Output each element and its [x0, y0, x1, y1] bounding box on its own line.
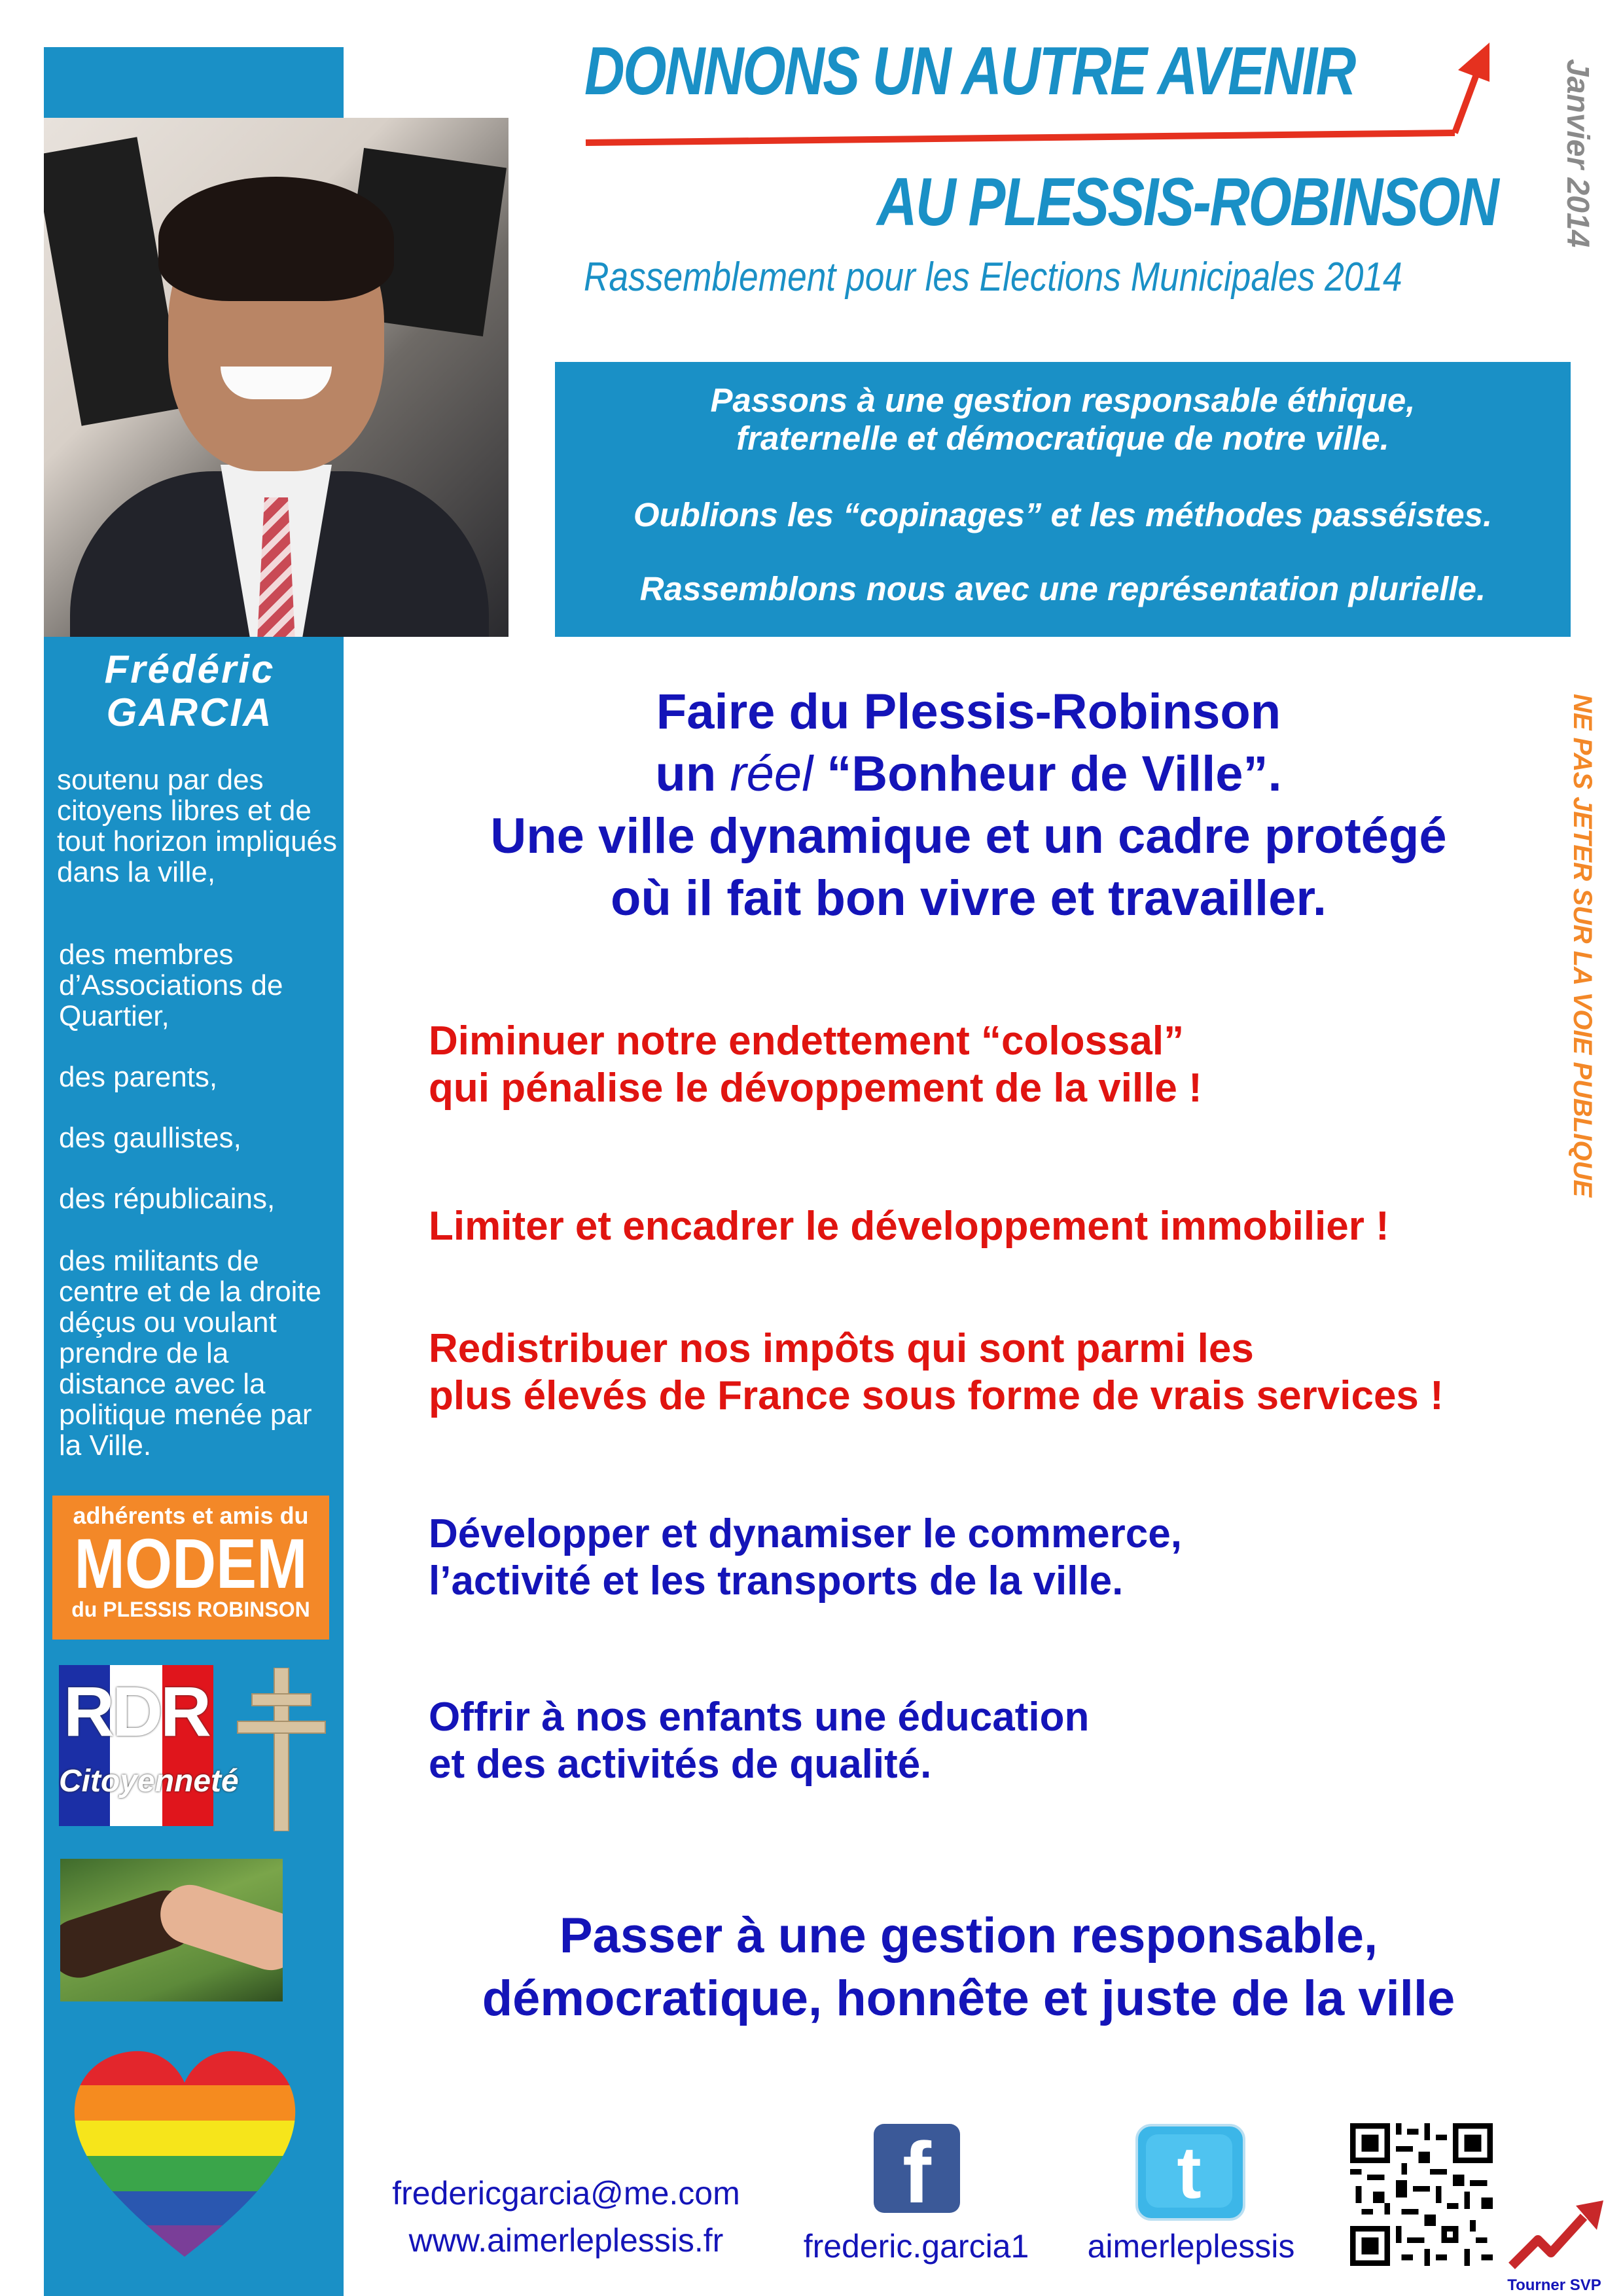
- rdr-logo: [59, 1665, 239, 1826]
- rdr-logo-letters: RDR: [63, 1672, 209, 1751]
- point-commerce-line2: l’activité et les transports de la ville.: [429, 1558, 1124, 1604]
- intro-line4: Rassemblons nous avec une représentation plurielle.: [639, 570, 1486, 607]
- point-debt: [429, 1018, 1554, 1112]
- turn-over-label: Tourner SVP: [1507, 2276, 1601, 2294]
- supporters-republicans: des républicains,: [59, 1183, 276, 1215]
- point-education: [429, 1694, 1554, 1788]
- subtitle: Rassemblement pour les Elections Municipales 2014: [584, 255, 1402, 300]
- closing-line2: démocratique, honnête et juste de la ville: [482, 1971, 1455, 2026]
- point-commerce: [429, 1511, 1554, 1605]
- email-link[interactable]: fredericgarcia@me.com: [392, 2175, 740, 2212]
- title-line2: AU PLESSIS-ROBINSON: [877, 164, 1498, 240]
- tourner-arrow-icon[interactable]: [1499, 2194, 1610, 2279]
- modem-badge-title: MODEM: [74, 1524, 308, 1603]
- heading-line3: Une ville dynamique et un cadre protégé: [490, 808, 1447, 864]
- intro-line3: Oublions les “copinages” et les méthodes passéistes.: [633, 496, 1493, 533]
- supporters-gaullists: des gaullistes,: [59, 1122, 241, 1154]
- point-taxes: [429, 1325, 1554, 1420]
- side-notice: NE PAS JETER SUR LA VOIE PUBLIQUE: [1568, 694, 1597, 1198]
- website-link[interactable]: www.aimerleplessis.fr: [408, 2222, 724, 2259]
- lorraine-cross-icon: [232, 1668, 330, 1831]
- intro-line2: fraternelle et démocratique de notre ville.: [736, 420, 1389, 457]
- main-heading: [393, 681, 1544, 929]
- point-real-estate-line1: Limiter et encadrer le développement immobilier !: [429, 1204, 1389, 1249]
- supporters-militants: des militants de centre et de la droite déçus ou voulant prendre de la distance avec la politique menée par la Ville.: [59, 1245, 322, 1462]
- candidate-first-name: Frédéric: [104, 647, 276, 691]
- modem-badge: [52, 1496, 329, 1640]
- point-education-line2: et des activités de qualité.: [429, 1742, 932, 1787]
- qr-code-icon[interactable]: [1350, 2123, 1493, 2266]
- point-taxes-line1: Redistribuer nos impôts qui sont parmi les: [429, 1326, 1254, 1371]
- intro-box: [555, 362, 1571, 637]
- point-real-estate: [429, 1203, 1554, 1250]
- point-debt-line2: qui pénalise le dévoppement de la ville !: [429, 1066, 1202, 1111]
- candidate-name: [52, 648, 327, 734]
- date-label: Janvier 2014: [1560, 59, 1595, 248]
- twitter-handle[interactable]: aimerleplessis: [1087, 2228, 1295, 2265]
- twitter-icon[interactable]: t: [1135, 2124, 1245, 2221]
- closing-line1: Passer à une gestion responsable,: [559, 1908, 1378, 1964]
- candidate-photo: [44, 118, 508, 637]
- supporters-parents: des parents,: [59, 1061, 218, 1093]
- supporters-associations: des membres d’Associations de Quartier,: [59, 939, 283, 1032]
- heading-line4: où il fait bon vivre et travailler.: [611, 870, 1327, 926]
- rainbow-heart-icon: [72, 2049, 298, 2258]
- facebook-icon[interactable]: f: [874, 2124, 960, 2213]
- facebook-handle[interactable]: frederic.garcia1: [803, 2228, 1029, 2265]
- intro-line1: Passons à une gestion responsable éthique,: [710, 382, 1416, 419]
- point-commerce-line1: Développer et dynamiser le commerce,: [429, 1511, 1182, 1556]
- rdr-logo-sub: Citoyenneté: [59, 1764, 239, 1799]
- point-taxes-line2: plus élevés de France sous forme de vrais services !: [429, 1373, 1444, 1418]
- modem-badge-line3: du PLESSIS ROBINSON: [71, 1598, 310, 1621]
- point-education-line1: Offrir à nos enfants une éducation: [429, 1695, 1090, 1740]
- candidate-last-name: GARCIA: [106, 691, 274, 734]
- title-line1: DONNONS UN AUTRE AVENIR: [584, 33, 1355, 109]
- supporters-intro: soutenu par des citoyens libres et de tout horizon impliqués dans la ville,: [57, 764, 338, 888]
- closing-statement: [393, 1905, 1544, 2030]
- modem-badge-line1: adhérents et amis du: [73, 1502, 309, 1529]
- handshake-image: [60, 1859, 283, 2001]
- heading-line1: Faire du Plessis-Robinson: [656, 684, 1281, 740]
- heading-line2: un réel “Bonheur de Ville”.: [655, 746, 1282, 802]
- point-debt-line1: Diminuer notre endettement “colossal”: [429, 1018, 1185, 1064]
